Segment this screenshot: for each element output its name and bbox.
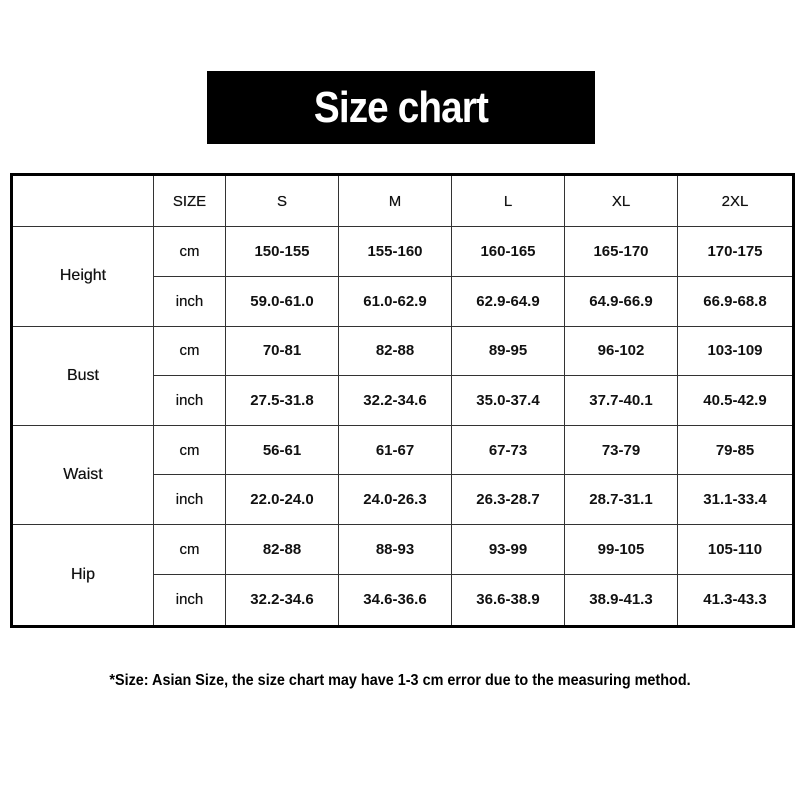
value-cell: 32.2-34.6 [226,574,339,626]
size-column-header: L [452,175,565,227]
value-cell: 22.0-24.0 [226,475,339,525]
size-chart-table [10,173,795,628]
value-cell: 170-175 [678,227,794,277]
size-column-header: XL [565,175,678,227]
size-header: SIZE [154,175,226,227]
value-cell: 103-109 [678,326,794,376]
value-cell: 155-160 [339,227,452,277]
title-banner [207,71,595,144]
value-cell: 36.6-38.9 [452,574,565,626]
value-cell: 35.0-37.4 [452,376,565,426]
unit-cell: cm [154,525,226,575]
measurement-label-bust: Bust [12,326,154,425]
measurement-label-hip: Hip [12,525,154,627]
value-cell: 150-155 [226,227,339,277]
table-row [12,326,794,376]
size-column-header: S [226,175,339,227]
value-cell: 160-165 [452,227,565,277]
value-cell: 61.0-62.9 [339,276,452,326]
value-cell: 70-81 [226,326,339,376]
page-title: Size chart [313,82,489,132]
value-cell: 31.1-33.4 [678,475,794,525]
header-row [12,175,794,227]
value-cell: 67-73 [452,425,565,475]
value-cell: 37.7-40.1 [565,376,678,426]
value-cell: 38.9-41.3 [565,574,678,626]
value-cell: 66.9-68.8 [678,276,794,326]
value-cell: 24.0-26.3 [339,475,452,525]
value-cell: 59.0-61.0 [226,276,339,326]
value-cell: 56-61 [226,425,339,475]
unit-cell: cm [154,227,226,277]
value-cell: 89-95 [452,326,565,376]
unit-cell: inch [154,376,226,426]
table-row [12,425,794,475]
unit-cell: cm [154,425,226,475]
unit-cell: inch [154,276,226,326]
value-cell: 40.5-42.9 [678,376,794,426]
unit-cell: inch [154,574,226,626]
size-column-header: M [339,175,452,227]
unit-cell: cm [154,326,226,376]
value-cell: 34.6-36.6 [339,574,452,626]
value-cell: 96-102 [565,326,678,376]
value-cell: 105-110 [678,525,794,575]
corner-cell [12,175,154,227]
size-footnote: *Size: Asian Size, the size chart may have 1-3 cm error due to the measuring method. [109,672,691,689]
value-cell: 27.5-31.8 [226,376,339,426]
value-cell: 93-99 [452,525,565,575]
value-cell: 82-88 [339,326,452,376]
measurement-label-waist: Waist [12,425,154,524]
value-cell: 88-93 [339,525,452,575]
value-cell: 28.7-31.1 [565,475,678,525]
value-cell: 62.9-64.9 [452,276,565,326]
value-cell: 61-67 [339,425,452,475]
table-row [12,525,794,575]
value-cell: 32.2-34.6 [339,376,452,426]
table-row [12,227,794,277]
value-cell: 82-88 [226,525,339,575]
value-cell: 165-170 [565,227,678,277]
value-cell: 73-79 [565,425,678,475]
value-cell: 79-85 [678,425,794,475]
value-cell: 41.3-43.3 [678,574,794,626]
value-cell: 64.9-66.9 [565,276,678,326]
size-column-header: 2XL [678,175,794,227]
value-cell: 26.3-28.7 [452,475,565,525]
unit-cell: inch [154,475,226,525]
measurement-label-height: Height [12,227,154,326]
value-cell: 99-105 [565,525,678,575]
